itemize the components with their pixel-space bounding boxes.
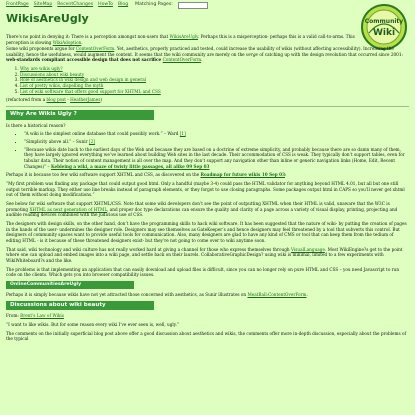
main-content bbox=[6, 46, 409, 345]
intro-paragraph-1: There's no point in denying it: There is a perception amongst non-users that WikisAreUgly. Perhaps this is a misperception- perhaps this is a valid call-to-arms. This perception is slowing WikiAdoption. bbox=[6, 34, 355, 45]
quote-list bbox=[18, 131, 409, 169]
toc-item[interactable]: 3. Role of aesthetics in wiki design and web design in general bbox=[20, 77, 409, 83]
paragraph-comments: The comments on the initially superficial blog post above offer a good discussion about aesthetics and wikis, the comments offer more in-depth discussion, especially about the problems of the typical bbox=[6, 330, 407, 342]
brent-quote: “I want to like wikis. But for some reason every wiki I’ve ever seen is, well, ugly.” bbox=[6, 322, 180, 328]
matching-pages-label: Matching Pages: bbox=[135, 2, 173, 8]
link-heatherjames[interactable]: HeatherJames bbox=[70, 97, 101, 103]
nav-link-recentchanges[interactable]: RecentChanges bbox=[57, 2, 94, 8]
nav-link-howto[interactable]: HowTo bbox=[98, 2, 113, 8]
refactored-note: (refactored from a blog post - HeatherJames) bbox=[6, 97, 102, 103]
paragraph-css-support: Perhaps it is because too few wiki software support XHTML and CSS, as discovered on the Roadmap for future wikis 10 Sep 03: bbox=[6, 172, 287, 178]
paragraph-problems: The problems is that implementing an application that can easily download and upload files is difficult, since you can no longer rely on pure HTML and CSS – you need Javascript to run code on the clients. Which gets you into browser compatibility issues. bbox=[6, 266, 400, 278]
toc-item[interactable]: 5. List of wiki software that offers good support for XHTML and CSS bbox=[20, 89, 409, 95]
historical-reason-question: Is there a historical reason? bbox=[6, 122, 66, 128]
toc-item[interactable]: 1. Why are wikis ugly? bbox=[20, 66, 409, 72]
link-contentoverform[interactable]: ContentOverForm bbox=[75, 46, 115, 51]
community-wiki-logo[interactable] bbox=[360, 3, 408, 51]
toc-item[interactable]: 4. List of pretty wikis, dispelling the myth bbox=[20, 83, 409, 89]
quote-item: • “Simplicity above all.” – Sunir [2] bbox=[24, 139, 409, 145]
matching-pages-input[interactable] bbox=[178, 2, 208, 9]
paragraph-designers: The designers with design skills, on the other hand, don’t have the programming skills to hack wiki software. It has been suggested that the nature of wiki- by putting the creation of pages in the hands of the user- undermines the designer role. Designers may see themselves as GateKeeper’s and hence designers may feel threatened by a tool that subverts this control. But designers of community spaces want to provide useful tools for communication. Also, many designers are glad to have any kind of CMS or tool that can keep them from the tedium of editing HTML - is it because of these threatened designers exist- but they’re not going to come over to wiki anytime soon. bbox=[6, 221, 407, 244]
table-of-contents bbox=[6, 66, 409, 94]
link-wikisareugly[interactable]: WikisAreUgly bbox=[169, 34, 198, 39]
paragraph-from: From: Brent's Law of Wikis bbox=[6, 313, 64, 319]
top-navigation bbox=[6, 1, 208, 10]
nav-link-blog[interactable]: Blog bbox=[117, 2, 129, 8]
paragraph-culture: That said, wiki technology and wiki culture has not really worked hard at giving a channel for those who express themselves through VisualLanguage. Most WikiEngine?s get to the point where one can upload and embed images into a wiki page, and settle back on their laurels. CollaborativeGraphicDesign? using wiki is minimal, limited to a few experiments with WikiWhiteboard?s and the like. bbox=[6, 246, 403, 264]
ref-link[interactable]: [1] bbox=[179, 131, 186, 137]
link-roadmap[interactable]: Roadmap for future wikis 10 Sep 03 bbox=[200, 172, 286, 178]
paragraph-online-communities: Perhaps it is simply because wikis have not yet attracted those concerned with aesthetics, as Sunir illustrates on MeatBall:ContentOverForm. bbox=[6, 292, 308, 298]
nav-link-sitemap[interactable]: SiteMap bbox=[33, 2, 53, 8]
quote-item: • “Because wikis date back to the earliest days of the Web and because they are based on a doctrine of extreme simplicity, and probably because there are so damn many of them, they have largely ignored everything we’ve learned about building Web sites in the last decade. Their accommodation of CSS is weak. They typically don’t support tables, even for tabular data. Their notion of content management is all over the map. And they don’t support any navigation other than inline or generic navigation links (Home, Edit, Recent Changes)” – Kebleing a wiki, a maze of twisty little passages, all alike 09 Sep 03 bbox=[24, 147, 409, 170]
link-blog-post[interactable]: blog post bbox=[46, 97, 66, 103]
section-heading-online-communities: OnlineCommunitiesAreUgly bbox=[6, 281, 134, 289]
link-meatball-contentoverform[interactable]: MeatBall:ContentOverForm bbox=[247, 292, 307, 298]
link-visuallanguage[interactable]: VisualLanguage bbox=[290, 246, 325, 252]
svg-text:Wiki: Wiki bbox=[372, 28, 396, 38]
intro-paragraph-2: Some wiki proponents argue for ContentOverForm. Yet, aesthetics, properly practiced and tested, could increase the usability of wikis (without affecting accessibility). Increasing the usability, hence the usefulness, would augment the content. It seems that the wiki community are merely on the verge of catching up with the design revolution that occurred since 2001: web-standards compliant accessible design that does not sacrifice ContentOverForm. bbox=[6, 46, 403, 63]
link-brents-law[interactable]: Brent's Law of Wikis bbox=[20, 313, 64, 319]
toc-item[interactable]: 2. Discussions about wiki beauty bbox=[20, 72, 409, 78]
page-title[interactable]: WikisAreUgly bbox=[6, 12, 89, 25]
quote-item: • “A wiki is the simplest online database that could possibly work.” – Ward [1] bbox=[24, 131, 409, 137]
section-heading-discussions: Discussions about wiki beauty bbox=[6, 301, 154, 311]
paragraph-xhtml: See below for wiki software that support XHTML/CSS. Note that some wiki developers don’t see the point of outputting XHTML when their HTML is valid, unaware that the W3C is promoting XHTML as next generation of HTML, and proper doc type declarations can ensure the quality and clarity of a page across a variety of visual display, printing, projecting and audible reading devices combined with the judicious use of CSS. bbox=[6, 200, 398, 218]
divider bbox=[6, 106, 409, 107]
link-contentoverform-2[interactable]: ContentOverForm bbox=[162, 57, 202, 63]
svg-text:Community: Community bbox=[364, 18, 404, 25]
ref-link[interactable]: Kebleing a wiki, a maze of twisty little passages, all alike 09 Sep 03 bbox=[50, 163, 210, 169]
section-heading-why-ugly: Why Are Wikis Ugly ? bbox=[6, 110, 154, 120]
ref-link[interactable]: [2] bbox=[88, 138, 95, 144]
link-xhtml-next-gen[interactable]: XHTML as next generation of HTML bbox=[29, 206, 108, 212]
link-wikiadoption[interactable]: WikiAdoption bbox=[52, 39, 82, 45]
indented-quote: “My first problem was finding any package that could output good html. Only a handful (maybe 3-4) could pass the HTML validator for anything beyond HTML 4.01, but all but one still output terrible markup. They either use line breaks instead of paragraph elements, or they forgot to use closing paragraphs. Some packages output html in CAPS so you’ll never get xhtml out of them without doing modifications.” bbox=[6, 180, 405, 198]
nav-link-frontpage[interactable]: FrontPage bbox=[6, 2, 29, 8]
